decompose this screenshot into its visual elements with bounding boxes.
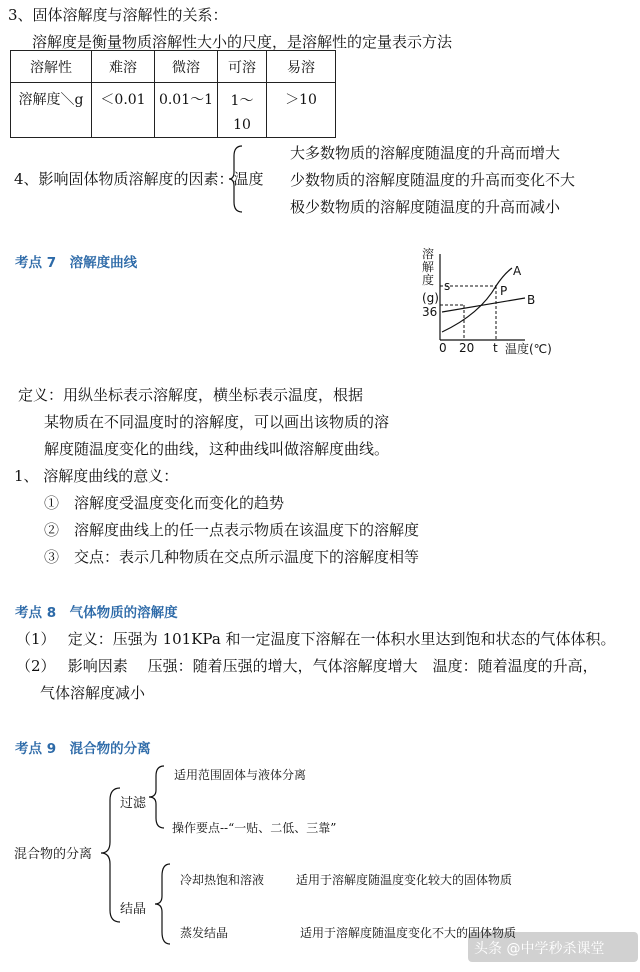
table-cell [218,83,267,138]
kp8-line: 气体溶解度减小 [40,684,146,702]
graph-ylabel: 度 [422,273,435,287]
solubility-curve-graph [410,248,590,360]
graph-tick-20: 20 [459,341,475,355]
factor-item: 少数物质的溶解度随温度的升高而变化不大 [290,171,576,189]
brace-icon [228,144,248,214]
table-cell: 0.01～1 [155,83,218,138]
table-cell: 微溶 [155,51,218,83]
branch-crystallize: 结晶 [120,902,147,917]
brace-icon [146,764,170,830]
meaning-heading: 1、 溶解度曲线的意义： [14,467,179,485]
curve-b-label: B [527,293,536,307]
branch-filter: 过滤 [120,796,147,811]
table-cell-line: 10 [233,117,251,133]
filter-key-points: 操作要点--“一贴、二低、三靠” [172,821,337,835]
graph-tick-t: t [493,341,498,355]
section3-line: 溶解度是衡量物质溶解性大小的尺度，是溶解性的定量表示方法 [32,33,453,51]
graph-ylabel: 解 [422,260,435,274]
brace-icon [152,862,176,946]
cool-saturated: 冷却热饱和溶液 [180,873,265,887]
table-cell: 溶解度＼g [11,83,92,138]
curve-a [442,268,512,332]
table-cell: ＞10 [267,83,336,138]
kp8-line: （1） 定义：压强为 101KPa 和一定温度下溶解在一体积水里达到饱和状态的气体体积。 [16,630,616,648]
kp9-title: 考点 9 混合物的分离 [15,741,151,757]
meaning-item: ② 溶解度曲线上的任一点表示物质在该温度下的溶解度 [44,521,420,539]
kp8-title: 考点 8 气体物质的溶解度 [15,605,178,621]
kp7-title: 考点 7 溶解度曲线 [15,255,138,271]
cool-desc: 适用于溶解度随温度变化较大的固体物质 [296,873,513,887]
section4-label: 4、影响固体物质溶解度的因素：温度 [14,170,264,188]
mind-map-root: 混合物的分离 [14,847,93,862]
graph-xlabel: 温度(℃) [505,342,552,356]
solubility-table [10,50,336,138]
factor-item: 极少数物质的溶解度随温度的升高而减小 [290,198,561,216]
kp8-line: （2） 影响因素 压强：随着压强的增大，气体溶解度增大 温度：随着温度的升高， [16,657,598,675]
table-cell: 难溶 [92,51,155,83]
filter-scope: 适用范围固体与液体分离 [174,768,307,782]
graph-tick-36: 36 [422,305,438,319]
table-cell: 可溶 [218,51,267,83]
definition-line: 定义：用纵坐标表示溶解度，横坐标表示温度，根据 [18,386,364,404]
table-cell: 易溶 [267,51,336,83]
table-cell: 溶解性 [11,51,92,83]
meaning-item: ③ 交点：表示几种物质在交点所示温度下的溶解度相等 [44,548,420,566]
graph-ylabel: (g) [422,291,439,305]
definition-line: 某物质在不同温度时的溶解度，可以画出该物质的溶 [44,413,390,431]
curve-a-label: A [513,264,522,278]
table-cell-line: 1～ [230,93,254,109]
table-cell: ＜0.01 [92,83,155,138]
curve-b [442,298,525,312]
meaning-item: ① 溶解度受温度变化而变化的趋势 [44,494,285,512]
evaporate-desc: 适用于溶解度随温度变化不大的固体物质 [300,926,517,940]
definition-line: 解度随温度变化的曲线，这种曲线叫做溶解度曲线。 [44,440,390,458]
graph-ylabel: 溶 [422,247,435,261]
section3-heading: 3、固体溶解度与溶解性的关系： [8,6,228,24]
evaporate: 蒸发结晶 [180,926,229,940]
graph-s-label: s [444,279,451,293]
factor-item: 大多数物质的溶解度随温度的升高而增大 [290,144,561,162]
graph-origin: 0 [439,341,447,355]
point-p-label: P [500,284,508,298]
watermark: 头条 @中学秒杀课堂 [474,941,605,957]
